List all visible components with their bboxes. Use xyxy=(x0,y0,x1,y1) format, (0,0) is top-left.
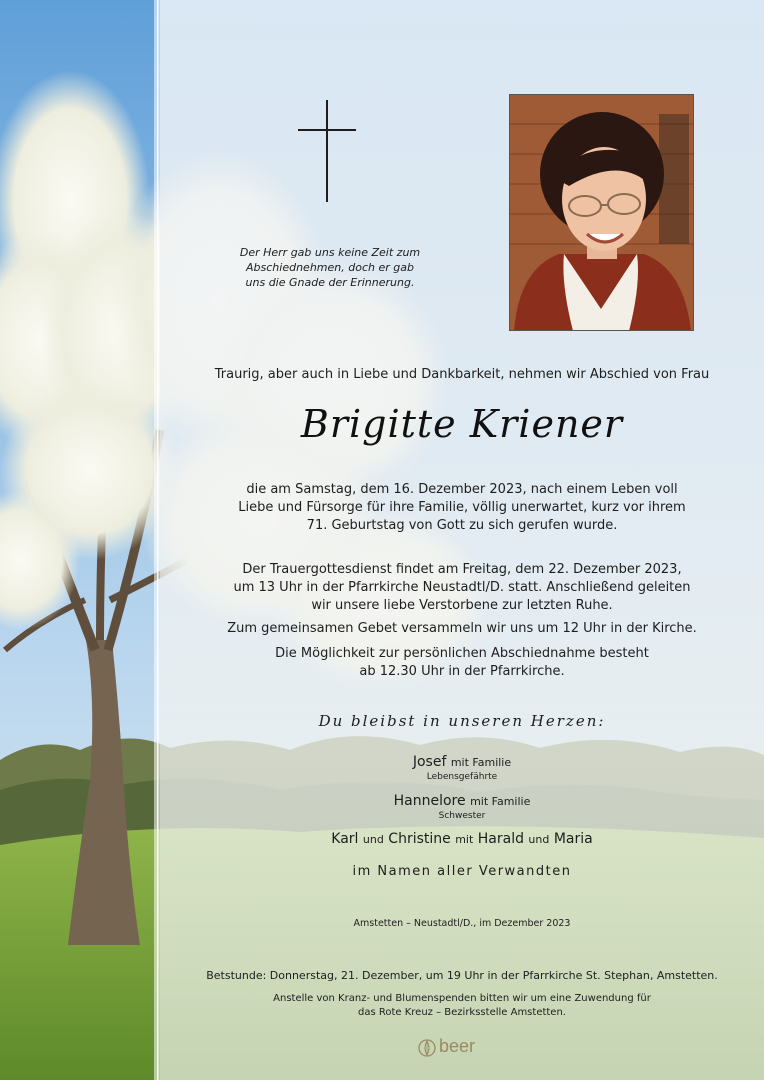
mourner-name: Christine xyxy=(388,831,451,847)
mourner-hannelore xyxy=(230,793,694,809)
flower-icon xyxy=(418,1039,436,1057)
mourner-connector: und xyxy=(362,833,384,846)
quote-line: Abschiednehmen, doch er gab xyxy=(246,261,414,274)
relatives-line: im Namen aller Verwandten xyxy=(352,864,572,879)
mourner-name: Josef xyxy=(412,754,447,770)
mourner-name: Maria xyxy=(553,831,593,847)
text-line: 71. Geburtstag von Gott zu sich gerufen wurde. xyxy=(306,518,618,533)
logo-text: beer xyxy=(439,1036,476,1056)
intro-text: Traurig, aber auch in Liebe und Dankbarkeit, nehmen wir Abschied von Frau xyxy=(214,367,710,382)
deceased-name: Brigitte Kriener xyxy=(300,402,624,446)
motto: Du bleibst in unseren Herzen: xyxy=(318,712,606,730)
prayer-notice: Zum gemeinsamen Gebet versammeln wir uns um 12 Uhr in der Kirche. xyxy=(227,621,697,636)
quote-line: uns die Gnade der Erinnerung. xyxy=(245,276,415,289)
beer-logo xyxy=(418,1036,498,1060)
text-line: Die Möglichkeit zur persönlichen Abschiednahme besteht xyxy=(275,646,649,661)
mourner-josef xyxy=(230,754,694,770)
text-line: Der Trauergottesdienst findet am Freitag, dem 22. Dezember 2023, xyxy=(242,562,682,577)
farewell-notice xyxy=(190,645,734,681)
place-date: Amstetten – Neustadtl/D., im Dezember 2023 xyxy=(353,918,571,929)
mourner-name: Karl xyxy=(331,831,359,847)
mourner-role: Lebensgefährte xyxy=(426,772,498,782)
rosary-notice: Betstunde: Donnerstag, 21. Dezember, um 19 Uhr in der Pfarrkirche St. Stephan, Amstetten. xyxy=(206,969,718,982)
text-line: die am Samstag, dem 16. Dezember 2023, nach einem Leben voll xyxy=(246,482,678,497)
text-line: Anstelle von Kranz- und Blumenspenden bitten wir um eine Zuwendung für xyxy=(273,993,651,1004)
death-notice xyxy=(190,481,734,535)
cross-icon xyxy=(296,100,358,204)
portrait-photo xyxy=(509,94,694,331)
quote-line: Der Herr gab uns keine Zeit zum xyxy=(239,246,421,259)
mourner-suffix: mit Familie xyxy=(470,795,531,808)
funeral-service xyxy=(190,561,734,615)
donation-notice xyxy=(190,992,734,1020)
mourner-group xyxy=(230,831,694,847)
mourner-name: Harald xyxy=(477,831,524,847)
mourner-connector: und xyxy=(528,833,550,846)
text-line: Liebe und Fürsorge für ihre Familie, völlig unerwartet, kurz vor ihrem xyxy=(238,500,686,515)
mourner-connector: mit xyxy=(455,833,474,846)
mourner-suffix: mit Familie xyxy=(450,756,512,769)
memorial-quote xyxy=(230,245,430,290)
text-line: um 13 Uhr in der Pfarrkirche Neustadtl/D. statt. Anschließend geleiten xyxy=(233,580,691,595)
text-line: ab 12.30 Uhr in der Pfarrkirche. xyxy=(359,664,565,679)
text-line: wir unsere liebe Verstorbene zur letzten Ruhe. xyxy=(311,598,613,613)
mourner-name: Hannelore xyxy=(393,793,466,809)
text-line: das Rote Kreuz – Bezirksstelle Amstetten. xyxy=(358,1007,566,1018)
mourner-role: Schwester xyxy=(438,811,486,821)
